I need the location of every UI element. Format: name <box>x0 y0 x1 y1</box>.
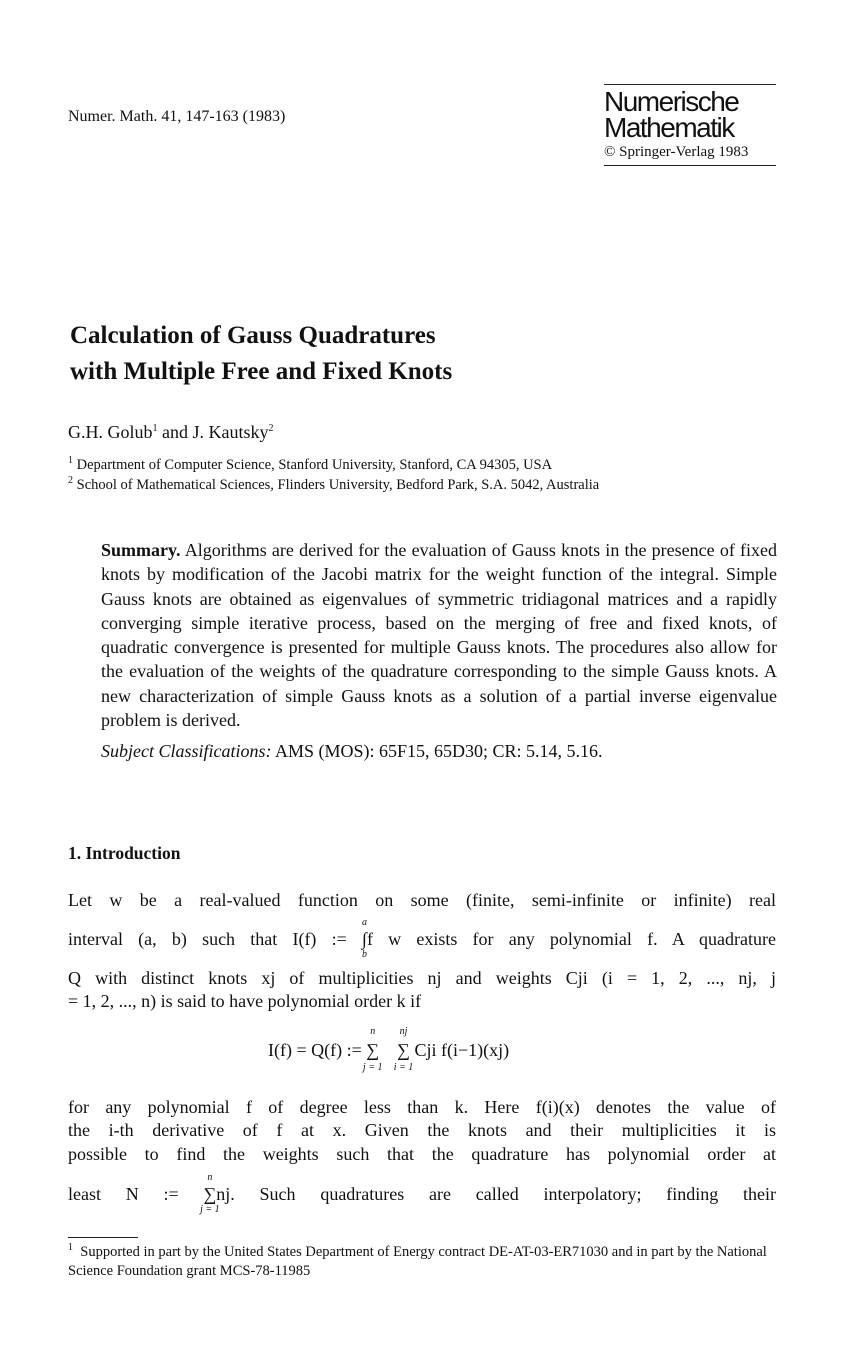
equation-term: Cji f(i−1)(xj) <box>414 1040 510 1060</box>
intro-line-1: Let w be a real-valued function on some (finite, semi-infinite or infinite) real <box>68 890 776 910</box>
summary-paragraph <box>101 538 777 732</box>
author-2: J. Kautsky <box>192 422 269 442</box>
subject-text: AMS (MOS): 65F15, 65D30; CR: 5.14, 5.16. <box>275 741 603 761</box>
intro-line-8a: least N := <box>68 1184 204 1204</box>
sum-j-lower: j = 1 <box>362 1062 383 1073</box>
intro-line-6: the i-th derivative of f at x. Given the knots and their multiplicities it is <box>68 1120 776 1140</box>
summary-label: Summary. <box>101 540 181 560</box>
affiliation-2-text: School of Mathematical Sciences, Flinders University, Bedford Park, S.A. 5042, Australia <box>76 477 600 493</box>
author-1-mark: 1 <box>152 423 158 434</box>
intro-line-2b: f w exists for any polynomial f. A quadrature <box>366 929 776 949</box>
sum-n: n ∑ j = 1 <box>200 1172 220 1215</box>
sum-j: n ∑ j = 1 <box>362 1026 383 1073</box>
journal-brand-block <box>604 84 776 166</box>
subject-classifications <box>101 741 603 762</box>
intro-line-2 <box>68 917 776 960</box>
section-heading: 1. Introduction <box>68 843 181 863</box>
affiliation-2-mark: 2 <box>68 475 73 487</box>
author-1: G.H. Golub <box>68 422 153 442</box>
intro-line-3: Q with distinct knots xj of multiplicities nj and weights Cji (i = 1, 2, ..., nj, j <box>68 968 776 988</box>
journal-reference: Numer. Math. 41, 147-163 (1983) <box>68 108 286 125</box>
integral-upper-limit: a <box>361 917 367 928</box>
journal-logo-line1: Numerische <box>604 86 739 117</box>
footnote-mark: 1 <box>68 1242 73 1254</box>
author-conjunction: and <box>162 422 188 442</box>
affiliation-2 <box>68 477 599 494</box>
intro-line-8 <box>68 1172 776 1215</box>
integral-lower-limit: b <box>361 949 367 960</box>
sum-j-upper: n <box>370 1026 376 1037</box>
display-equation <box>268 1026 510 1073</box>
title-line-2: with Multiple Free and Fixed Knots <box>70 358 453 385</box>
author-line <box>68 422 274 443</box>
footnote-text: Supported in part by the United States Department of Energy contract DE-AT-03-ER71030 and in part by the National Science Foundation grant MCS-78-11985 <box>68 1244 767 1279</box>
equation-left: I(f) = Q(f) := <box>268 1040 367 1060</box>
subject-label: Subject Classifications: <box>101 741 272 761</box>
affiliation-1-mark: 1 <box>68 455 73 467</box>
summary-text: Algorithms are derived for the evaluation of Gauss knots in the presence of fixed knots by modification of the Jacobi matrix for the weight function of the integral. Simple Gauss knots are obtained as eigenvalues of symmetric tridiagonal matrices and a rapidly converging simple iterative process, based on the merging of free and fixed knots, of quadratic convergence is presented for multiple Gauss knots. The procedures also allow for the evaluation of the weights of the quadrature corresponding to the simple Gauss knots. A new characterization of simple Gauss knots as a solution of a partial inverse eigenvalue problem is derived. <box>101 540 777 731</box>
copyright-notice: © Springer-Verlag 1983 <box>604 144 749 160</box>
footnote-rule <box>68 1237 138 1238</box>
sum-i-lower: i = 1 <box>393 1062 414 1073</box>
sum-n-lower: j = 1 <box>200 1204 220 1215</box>
intro-line-4: = 1, 2, ..., n) is said to have polynomial order k if <box>68 991 422 1011</box>
intro-line-5: for any polynomial f of degree less than k. Here f(i)(x) denotes the value of <box>68 1097 776 1117</box>
journal-logo-line2: Mathematik <box>604 112 734 143</box>
sum-i: nj ∑ i = 1 <box>393 1026 414 1073</box>
footnote <box>68 1243 776 1281</box>
author-2-mark: 2 <box>268 423 274 434</box>
intro-line-7: possible to find the weights such that the quadrature has polynomial order at <box>68 1144 776 1164</box>
paper-title <box>70 318 452 390</box>
sum-i-upper: nj <box>399 1026 408 1037</box>
affiliation-1-text: Department of Computer Science, Stanford University, Stanford, CA 94305, USA <box>76 457 553 473</box>
intro-line-2a: interval (a, b) such that I(f) := <box>68 929 362 949</box>
intro-line-8b: nj. Such quadratures are called interpolatory; finding their <box>216 1184 776 1204</box>
integral-sign: a ∫ b <box>361 917 367 960</box>
title-line-1: Calculation of Gauss Quadratures <box>70 322 436 349</box>
sum-n-upper: n <box>207 1172 213 1183</box>
journal-logo <box>604 86 776 143</box>
affiliation-1 <box>68 457 552 474</box>
